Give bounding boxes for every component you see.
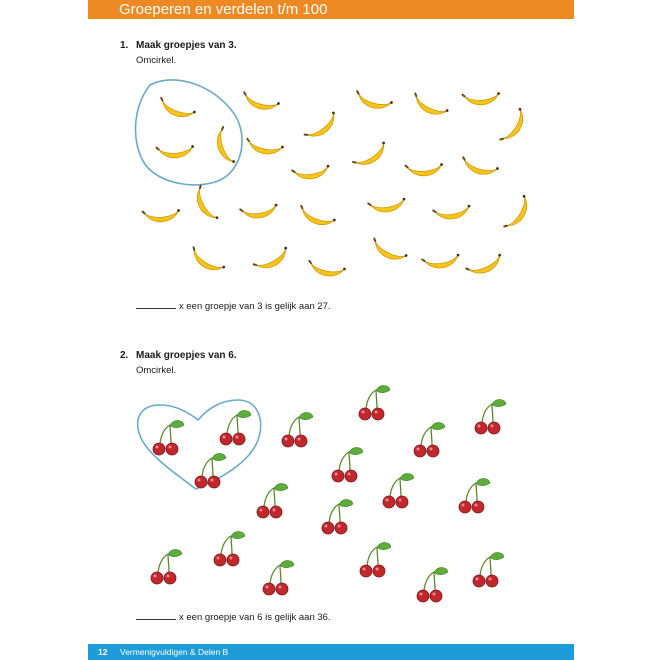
banana-icon bbox=[369, 239, 408, 265]
banana-icon bbox=[504, 194, 533, 232]
cherry-icon bbox=[195, 453, 226, 488]
banana-icon bbox=[406, 162, 444, 177]
banana-icon bbox=[433, 204, 472, 222]
banana-icon bbox=[307, 261, 346, 279]
cherry-icon bbox=[322, 499, 353, 534]
cherries bbox=[151, 385, 506, 602]
banana-icon bbox=[410, 94, 449, 120]
banana-icon bbox=[292, 164, 331, 182]
exercise-2-instruction: Omcirkel. bbox=[136, 365, 177, 376]
banana-icon bbox=[354, 91, 393, 112]
exercise-2-answer-text: x een groepje van 6 is gelijk aan 36. bbox=[179, 612, 331, 623]
exercise-2-heading: Maak groepjes van 6. bbox=[136, 350, 237, 361]
footer-page-number: 12 bbox=[98, 647, 108, 657]
exercise-1-heading: Maak groepjes van 3. bbox=[136, 40, 237, 51]
exercise-1-answer-text: x een groepje van 3 is gelijk aan 27. bbox=[179, 301, 331, 312]
banana-icon bbox=[254, 246, 292, 275]
banana-icon bbox=[422, 253, 461, 271]
banana-icon bbox=[240, 203, 279, 221]
banana-icon bbox=[305, 111, 341, 144]
footer-book-title: Vermenigvuldigen & Delen B bbox=[120, 647, 229, 657]
exercise-1-instruction: Omcirkel. bbox=[136, 55, 177, 66]
cherry-icon bbox=[414, 422, 445, 457]
banana-icon bbox=[466, 253, 505, 279]
cherry-icon bbox=[459, 478, 490, 513]
cherry-icon bbox=[383, 473, 414, 508]
banana-icon bbox=[500, 107, 529, 145]
banana-icon bbox=[460, 157, 499, 178]
banana-icon bbox=[157, 144, 195, 159]
cherry-icon bbox=[475, 399, 506, 434]
cherry-icon bbox=[151, 549, 182, 584]
exercise-1-number: 1. bbox=[120, 40, 129, 51]
banana-icon bbox=[245, 139, 284, 157]
cherry-icon bbox=[359, 385, 390, 420]
cherry-icon bbox=[263, 560, 294, 595]
page-title: Groeperen en verdelen t/m 100 bbox=[119, 1, 328, 18]
bananas bbox=[143, 91, 534, 279]
cherry-icon bbox=[220, 410, 251, 445]
banana-icon bbox=[212, 127, 236, 166]
banana-icon bbox=[157, 98, 196, 122]
cherry-icon bbox=[473, 552, 504, 587]
banana-icon bbox=[368, 197, 407, 215]
exercise-2-number: 2. bbox=[120, 350, 129, 361]
cherry-icon bbox=[214, 531, 245, 566]
cherry-icon bbox=[332, 447, 363, 482]
banana-group-circle bbox=[136, 80, 243, 185]
cherry-icon bbox=[153, 420, 184, 455]
banana-icon bbox=[297, 206, 336, 230]
banana-icon bbox=[188, 247, 226, 276]
cherry-icon bbox=[360, 542, 391, 577]
cherry-icon bbox=[282, 412, 313, 447]
cherry-icon bbox=[257, 483, 288, 518]
banana-icon bbox=[353, 141, 390, 172]
banana-icon bbox=[463, 91, 501, 106]
banana-icon bbox=[191, 186, 220, 224]
banana-icon bbox=[143, 208, 181, 223]
banana-icon bbox=[241, 92, 280, 113]
cherry-icon bbox=[417, 567, 448, 602]
